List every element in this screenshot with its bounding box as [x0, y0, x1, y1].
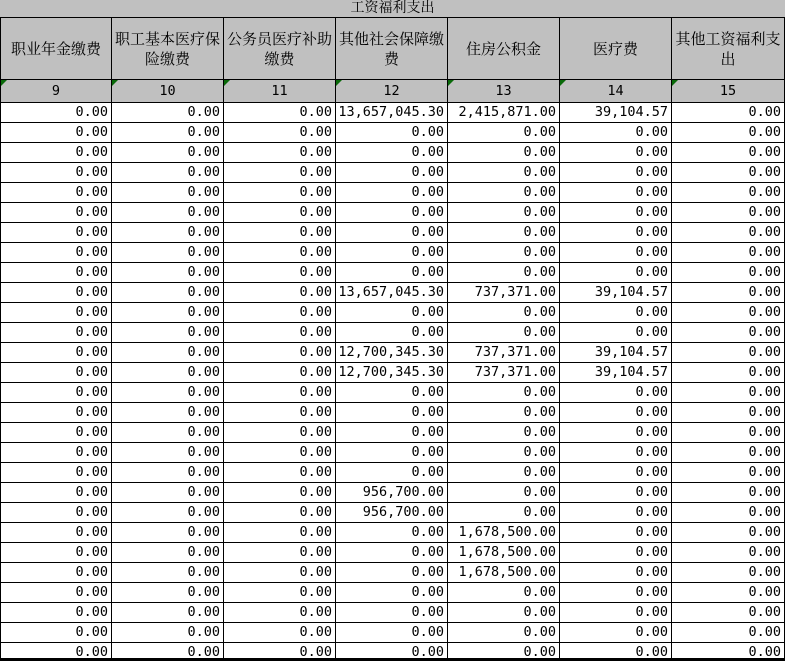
data-cell[interactable]: 0.00	[0, 463, 112, 483]
data-cell[interactable]: 0.00	[0, 543, 112, 563]
table-row	[0, 423, 785, 443]
data-cell[interactable]: 0.00	[672, 323, 785, 343]
data-cell[interactable]: 0.00	[336, 203, 448, 223]
data-cell[interactable]: 0.00	[448, 143, 560, 163]
error-indicator-triangle	[336, 80, 342, 86]
data-cell[interactable]: 0.00	[0, 143, 112, 163]
table-row	[0, 383, 785, 403]
column-number-label: 10	[159, 83, 176, 99]
data-cell[interactable]: 0.00	[224, 443, 336, 463]
error-indicator-triangle	[112, 80, 118, 86]
data-cell[interactable]: 0.00	[560, 643, 672, 661]
data-cell[interactable]: 0.00	[0, 423, 112, 443]
data-cell[interactable]: 0.00	[672, 123, 785, 143]
data-cell[interactable]: 0.00	[672, 483, 785, 503]
column-header-13[interactable]: 住房公积金	[448, 18, 560, 80]
data-cell[interactable]: 0.00	[224, 183, 336, 203]
data-cell[interactable]: 0.00	[336, 303, 448, 323]
data-cell[interactable]: 0.00	[560, 263, 672, 283]
column-number-row	[0, 80, 785, 103]
table-row	[0, 523, 785, 543]
data-cell[interactable]: 0.00	[112, 263, 224, 283]
data-cell[interactable]: 0.00	[448, 443, 560, 463]
data-cell[interactable]: 0.00	[672, 543, 785, 563]
data-cell[interactable]: 39,104.57	[560, 363, 672, 383]
data-cell[interactable]: 0.00	[560, 143, 672, 163]
data-cell[interactable]: 0.00	[224, 123, 336, 143]
data-cell[interactable]: 1,678,500.00	[448, 543, 560, 563]
table-row	[0, 623, 785, 643]
column-header-9[interactable]: 职业年金缴费	[0, 18, 112, 80]
data-cell[interactable]: 0.00	[224, 363, 336, 383]
data-cell[interactable]: 0.00	[672, 143, 785, 163]
data-cell[interactable]: 0.00	[448, 423, 560, 443]
column-number-label: 9	[51, 83, 61, 99]
data-cell[interactable]: 0.00	[672, 503, 785, 523]
data-cell[interactable]: 0.00	[224, 403, 336, 423]
data-cell[interactable]: 0.00	[112, 343, 224, 363]
data-cell[interactable]: 0.00	[672, 223, 785, 243]
data-cell[interactable]: 737,371.00	[448, 363, 560, 383]
data-cell[interactable]: 0.00	[672, 403, 785, 423]
data-cell[interactable]: 0.00	[560, 123, 672, 143]
error-indicator-triangle	[224, 80, 230, 86]
data-cell[interactable]: 0.00	[672, 423, 785, 443]
data-cell[interactable]: 0.00	[448, 503, 560, 523]
data-cell[interactable]: 0.00	[560, 323, 672, 343]
data-cell[interactable]: 0.00	[0, 603, 112, 623]
data-cell[interactable]: 0.00	[224, 523, 336, 543]
data-cell[interactable]: 956,700.00	[336, 483, 448, 503]
table-row	[0, 443, 785, 463]
data-cell[interactable]: 0.00	[0, 583, 112, 603]
data-cell[interactable]: 0.00	[336, 403, 448, 423]
data-cell[interactable]: 0.00	[672, 243, 785, 263]
column-number-label: 12	[383, 83, 400, 99]
data-cell[interactable]: 0.00	[448, 183, 560, 203]
data-cell[interactable]: 0.00	[224, 503, 336, 523]
data-cell[interactable]: 0.00	[336, 423, 448, 443]
header-row	[0, 18, 785, 80]
data-cell[interactable]: 39,104.57	[560, 103, 672, 123]
column-header-14[interactable]: 医疗费	[560, 18, 672, 80]
data-cell[interactable]: 0.00	[112, 243, 224, 263]
column-header-12[interactable]: 其他社会保障缴费	[336, 18, 448, 80]
data-cell[interactable]: 0.00	[448, 303, 560, 323]
data-cell[interactable]: 0.00	[448, 243, 560, 263]
data-cell[interactable]: 737,371.00	[448, 343, 560, 363]
data-cell[interactable]: 0.00	[560, 183, 672, 203]
table-row	[0, 263, 785, 283]
data-cell[interactable]: 0.00	[224, 203, 336, 223]
data-cell[interactable]: 0.00	[560, 423, 672, 443]
data-cell[interactable]: 0.00	[112, 163, 224, 183]
data-cell[interactable]: 0.00	[672, 523, 785, 543]
data-cell[interactable]: 0.00	[112, 123, 224, 143]
data-cell[interactable]: 0.00	[0, 103, 112, 123]
data-cell[interactable]: 0.00	[336, 603, 448, 623]
data-cell[interactable]: 0.00	[112, 203, 224, 223]
error-indicator-triangle	[1, 80, 7, 86]
data-cell[interactable]: 0.00	[0, 163, 112, 183]
data-cell[interactable]: 0.00	[336, 163, 448, 183]
data-cell[interactable]: 0.00	[224, 643, 336, 661]
data-cell[interactable]: 737,371.00	[448, 283, 560, 303]
data-cell[interactable]: 0.00	[112, 363, 224, 383]
data-cell[interactable]: 0.00	[112, 523, 224, 543]
data-cell[interactable]: 0.00	[336, 383, 448, 403]
data-cell[interactable]: 0.00	[112, 423, 224, 443]
column-number-cell-9[interactable]	[0, 80, 112, 103]
data-cell[interactable]: 0.00	[112, 463, 224, 483]
data-cell[interactable]: 0.00	[224, 263, 336, 283]
data-cell[interactable]: 0.00	[0, 183, 112, 203]
data-cell[interactable]: 0.00	[560, 563, 672, 583]
data-cell[interactable]: 0.00	[448, 643, 560, 661]
error-indicator-triangle	[448, 80, 454, 86]
data-cell[interactable]: 0.00	[560, 403, 672, 423]
data-cell[interactable]: 0.00	[0, 623, 112, 643]
data-cell[interactable]: 0.00	[448, 583, 560, 603]
data-cell[interactable]: 0.00	[672, 363, 785, 383]
data-cell[interactable]: 0.00	[336, 183, 448, 203]
data-cell[interactable]: 12,700,345.30	[336, 363, 448, 383]
data-cell[interactable]: 0.00	[336, 643, 448, 661]
data-cell[interactable]: 0.00	[336, 223, 448, 243]
table-row	[0, 583, 785, 603]
column-number-label: 15	[719, 83, 737, 99]
data-cell[interactable]: 0.00	[112, 483, 224, 503]
data-cell[interactable]: 0.00	[0, 263, 112, 283]
data-cell[interactable]: 0.00	[112, 603, 224, 623]
data-cell[interactable]: 0.00	[0, 223, 112, 243]
data-cell[interactable]: 0.00	[448, 403, 560, 423]
column-number-cell-14[interactable]	[560, 80, 672, 103]
data-cell[interactable]: 0.00	[224, 103, 336, 123]
data-cell[interactable]: 0.00	[672, 183, 785, 203]
table-row	[0, 143, 785, 163]
data-cell[interactable]: 0.00	[336, 563, 448, 583]
data-cell[interactable]: 0.00	[224, 303, 336, 323]
data-cell[interactable]: 0.00	[224, 143, 336, 163]
data-cell[interactable]: 0.00	[672, 563, 785, 583]
data-cell[interactable]: 0.00	[672, 603, 785, 623]
data-cell[interactable]: 0.00	[224, 463, 336, 483]
data-cell[interactable]: 0.00	[112, 223, 224, 243]
data-cell[interactable]: 0.00	[112, 503, 224, 523]
data-cell[interactable]: 0.00	[224, 563, 336, 583]
table-row	[0, 323, 785, 343]
data-cell[interactable]: 0.00	[112, 183, 224, 203]
table-body	[0, 103, 785, 661]
data-cell[interactable]: 0.00	[112, 543, 224, 563]
data-cell[interactable]: 0.00	[112, 383, 224, 403]
data-cell[interactable]: 0.00	[560, 163, 672, 183]
data-cell[interactable]: 956,700.00	[336, 503, 448, 523]
data-cell[interactable]: 0.00	[448, 323, 560, 343]
data-cell[interactable]: 0.00	[224, 243, 336, 263]
data-cell[interactable]: 0.00	[560, 603, 672, 623]
data-cell[interactable]: 0.00	[448, 163, 560, 183]
data-cell[interactable]: 0.00	[560, 203, 672, 223]
data-cell[interactable]: 0.00	[336, 123, 448, 143]
column-number-label: 14	[607, 83, 624, 99]
data-cell[interactable]: 0.00	[112, 643, 224, 661]
data-cell[interactable]: 0.00	[448, 123, 560, 143]
data-cell[interactable]: 0.00	[672, 343, 785, 363]
data-cell[interactable]: 0.00	[224, 163, 336, 183]
data-cell[interactable]: 0.00	[224, 223, 336, 243]
data-cell[interactable]: 0.00	[560, 383, 672, 403]
data-cell[interactable]: 0.00	[0, 563, 112, 583]
data-cell[interactable]: 0.00	[0, 203, 112, 223]
data-cell[interactable]: 0.00	[0, 303, 112, 323]
data-cell[interactable]: 0.00	[0, 243, 112, 263]
data-cell[interactable]: 0.00	[560, 443, 672, 463]
data-cell[interactable]: 1,678,500.00	[448, 563, 560, 583]
data-cell[interactable]: 0.00	[448, 623, 560, 643]
data-cell[interactable]: 0.00	[0, 363, 112, 383]
data-cell[interactable]: 0.00	[448, 263, 560, 283]
table-row	[0, 123, 785, 143]
data-cell[interactable]: 0.00	[560, 303, 672, 323]
data-cell[interactable]: 0.00	[336, 143, 448, 163]
data-cell[interactable]: 0.00	[560, 523, 672, 543]
data-cell[interactable]: 0.00	[0, 503, 112, 523]
data-cell[interactable]: 0.00	[112, 563, 224, 583]
table-row	[0, 363, 785, 383]
data-cell[interactable]: 0.00	[224, 543, 336, 563]
column-number-cell-13[interactable]	[448, 80, 560, 103]
data-cell[interactable]: 0.00	[560, 503, 672, 523]
error-indicator-triangle	[560, 80, 566, 86]
data-cell[interactable]: 0.00	[0, 483, 112, 503]
data-cell[interactable]: 0.00	[672, 103, 785, 123]
table-row	[0, 163, 785, 183]
data-cell[interactable]: 0.00	[0, 123, 112, 143]
data-cell[interactable]: 0.00	[224, 483, 336, 503]
table-row	[0, 603, 785, 623]
table-row	[0, 243, 785, 263]
data-cell[interactable]: 0.00	[448, 603, 560, 623]
data-cell[interactable]: 0.00	[672, 163, 785, 183]
column-number-cell-11[interactable]	[224, 80, 336, 103]
data-cell[interactable]: 0.00	[0, 383, 112, 403]
table-row	[0, 463, 785, 483]
column-number-label: 13	[495, 83, 512, 99]
data-cell[interactable]: 0.00	[672, 203, 785, 223]
data-cell[interactable]: 0.00	[672, 263, 785, 283]
column-header-10[interactable]: 职工基本医疗保险缴费	[112, 18, 224, 80]
table-title: 工资福利支出	[0, 0, 785, 18]
data-cell[interactable]: 0.00	[560, 483, 672, 503]
data-cell[interactable]: 0.00	[336, 523, 448, 543]
table-row	[0, 543, 785, 563]
data-cell[interactable]: 0.00	[560, 223, 672, 243]
data-cell[interactable]: 0.00	[224, 383, 336, 403]
data-cell[interactable]: 0.00	[224, 423, 336, 443]
data-cell[interactable]: 0.00	[672, 443, 785, 463]
data-cell[interactable]: 13,657,045.30	[336, 103, 448, 123]
column-header-15[interactable]: 其他工资福利支出	[672, 18, 785, 80]
data-cell[interactable]: 0.00	[336, 543, 448, 563]
data-cell[interactable]: 0.00	[0, 343, 112, 363]
data-cell[interactable]: 0.00	[336, 443, 448, 463]
table-row	[0, 503, 785, 523]
data-cell[interactable]: 0.00	[336, 463, 448, 483]
table-row	[0, 203, 785, 223]
data-cell[interactable]: 0.00	[560, 243, 672, 263]
data-cell[interactable]: 0.00	[560, 463, 672, 483]
data-cell[interactable]: 0.00	[112, 103, 224, 123]
data-cell[interactable]: 0.00	[224, 283, 336, 303]
data-cell[interactable]: 0.00	[336, 583, 448, 603]
data-cell[interactable]: 0.00	[672, 583, 785, 603]
table-row	[0, 223, 785, 243]
table-row	[0, 283, 785, 303]
table-row	[0, 403, 785, 423]
data-cell[interactable]: 0.00	[672, 643, 785, 661]
error-indicator-triangle	[672, 80, 678, 86]
data-cell[interactable]: 0.00	[448, 463, 560, 483]
data-cell[interactable]: 39,104.57	[560, 343, 672, 363]
data-cell[interactable]: 0.00	[0, 523, 112, 543]
data-cell[interactable]: 0.00	[336, 263, 448, 283]
data-cell[interactable]: 0.00	[0, 443, 112, 463]
table-row	[0, 343, 785, 363]
data-cell[interactable]: 0.00	[560, 583, 672, 603]
data-cell[interactable]: 0.00	[0, 323, 112, 343]
data-cell[interactable]: 0.00	[112, 623, 224, 643]
data-cell[interactable]: 0.00	[224, 343, 336, 363]
data-cell[interactable]: 12,700,345.30	[336, 343, 448, 363]
table-row	[0, 303, 785, 323]
data-cell[interactable]: 0.00	[672, 383, 785, 403]
column-number-label: 11	[271, 83, 288, 99]
data-cell[interactable]: 0.00	[448, 223, 560, 243]
column-header-11[interactable]: 公务员医疗补助缴费	[224, 18, 336, 80]
data-cell[interactable]: 2,415,871.00	[448, 103, 560, 123]
table-row	[0, 103, 785, 123]
data-cell[interactable]: 0.00	[560, 623, 672, 643]
data-cell[interactable]: 0.00	[672, 623, 785, 643]
data-cell[interactable]: 0.00	[672, 303, 785, 323]
data-cell[interactable]: 0.00	[448, 483, 560, 503]
data-cell[interactable]: 0.00	[112, 583, 224, 603]
data-cell[interactable]: 0.00	[336, 323, 448, 343]
data-cell[interactable]: 0.00	[560, 543, 672, 563]
data-cell[interactable]: 0.00	[672, 283, 785, 303]
data-cell[interactable]: 0.00	[224, 623, 336, 643]
column-number-cell-15[interactable]	[672, 80, 785, 103]
data-cell[interactable]: 39,104.57	[560, 283, 672, 303]
table-row	[0, 643, 785, 661]
data-cell[interactable]: 0.00	[336, 243, 448, 263]
data-cell[interactable]: 1,678,500.00	[448, 523, 560, 543]
data-cell[interactable]: 0.00	[112, 443, 224, 463]
column-number-cell-12[interactable]	[336, 80, 448, 103]
data-cell[interactable]: 0.00	[0, 403, 112, 423]
data-cell[interactable]: 0.00	[448, 203, 560, 223]
table-row	[0, 183, 785, 203]
data-cell[interactable]: 0.00	[336, 623, 448, 643]
table-row	[0, 483, 785, 503]
data-cell[interactable]: 0.00	[448, 383, 560, 403]
column-number-cell-10[interactable]	[112, 80, 224, 103]
data-cell[interactable]: 0.00	[112, 143, 224, 163]
data-cell[interactable]: 0.00	[224, 323, 336, 343]
data-cell[interactable]: 0.00	[224, 583, 336, 603]
data-cell[interactable]: 0.00	[0, 643, 112, 661]
data-cell[interactable]: 0.00	[112, 323, 224, 343]
data-cell[interactable]: 0.00	[672, 463, 785, 483]
data-cell[interactable]: 13,657,045.30	[336, 283, 448, 303]
table-row	[0, 563, 785, 583]
data-cell[interactable]: 0.00	[112, 283, 224, 303]
data-cell[interactable]: 0.00	[112, 303, 224, 323]
data-cell[interactable]: 0.00	[0, 283, 112, 303]
data-cell[interactable]: 0.00	[224, 603, 336, 623]
data-cell[interactable]: 0.00	[112, 403, 224, 423]
